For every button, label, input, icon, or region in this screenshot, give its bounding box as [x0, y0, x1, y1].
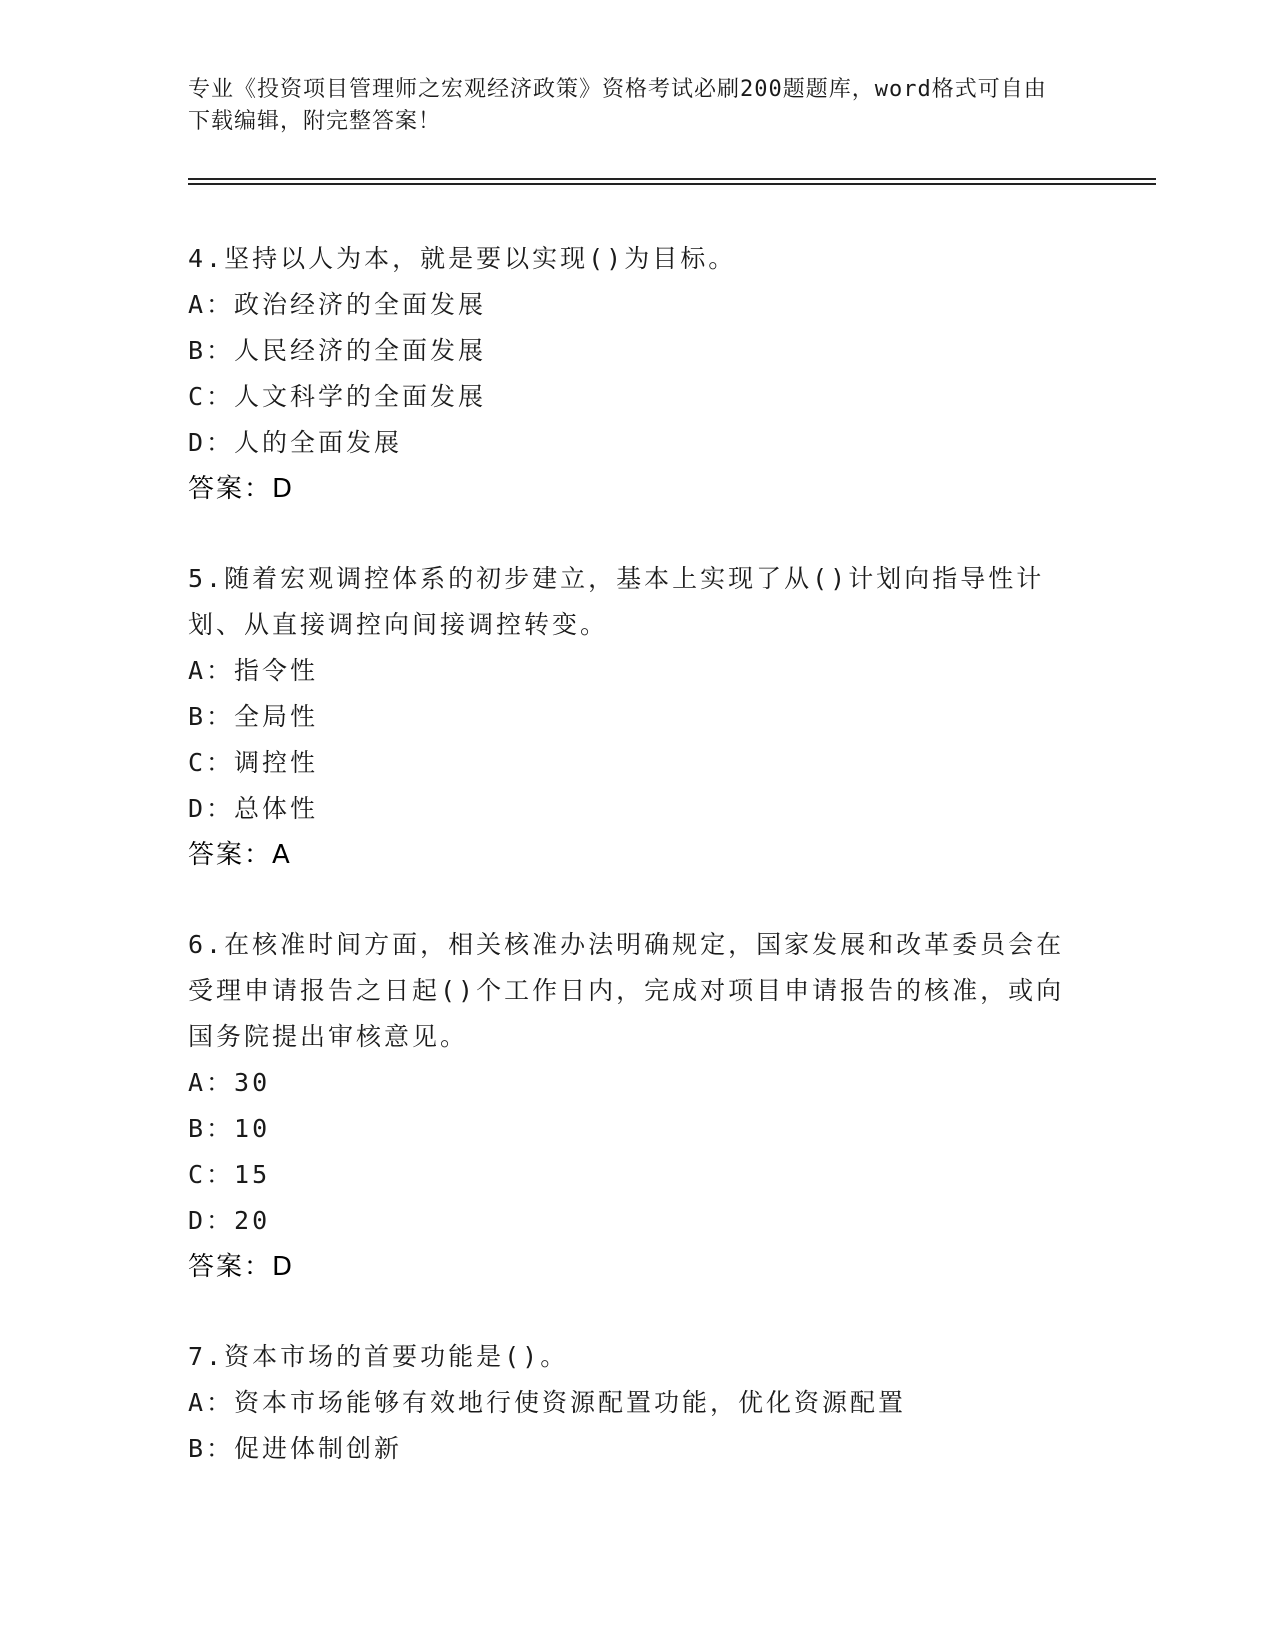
option-d: D：人的全面发展	[188, 428, 403, 457]
option-a: A：政治经济的全面发展	[188, 290, 487, 319]
option-c: C：人文科学的全面发展	[188, 382, 487, 411]
option-b: B：10	[188, 1114, 271, 1143]
option-c: C：15	[188, 1160, 271, 1189]
answer: 答案：D	[188, 474, 295, 504]
header-divider-bottom	[188, 183, 1156, 185]
question-text: 6.在核准时间方面，相关核准办法明确规定，国家发展和改革委员会在受理申请报告之日起()个工作日内，完成对项目申请报告的核准，或向国务院提出审核意见。	[188, 930, 1065, 1051]
question-7	[188, 1334, 1068, 1472]
answer: 答案：D	[188, 1252, 295, 1282]
question-text: 5.随着宏观调控体系的初步建立，基本上实现了从()计划向指导性计划、从直接调控向间接调控转变。	[188, 564, 1045, 639]
option-b: B：人民经济的全面发展	[188, 336, 487, 365]
question-4	[188, 236, 1068, 512]
question-6	[188, 922, 1068, 1290]
question-5	[188, 556, 1068, 878]
document-header: 专业《投资项目管理师之宏观经济政策》资格考试必刷200题题库，word格式可自由下载编辑，附完整答案！	[188, 77, 1047, 134]
option-b: B：全局性	[188, 702, 319, 731]
question-list	[188, 236, 1068, 1516]
option-d: D：20	[188, 1206, 271, 1235]
question-text: 7.资本市场的首要功能是()。	[188, 1342, 569, 1371]
option-a: A：资本市场能够有效地行使资源配置功能，优化资源配置	[188, 1388, 907, 1417]
option-a: A：30	[188, 1068, 271, 1097]
option-b: B：促进体制创新	[188, 1434, 403, 1463]
option-d: D：总体性	[188, 794, 319, 823]
option-a: A：指令性	[188, 656, 319, 685]
option-c: C：调控性	[188, 748, 319, 777]
question-text: 4.坚持以人为本，就是要以实现()为目标。	[188, 244, 737, 273]
answer: 答案：A	[188, 840, 292, 870]
header-divider-top	[188, 178, 1156, 180]
